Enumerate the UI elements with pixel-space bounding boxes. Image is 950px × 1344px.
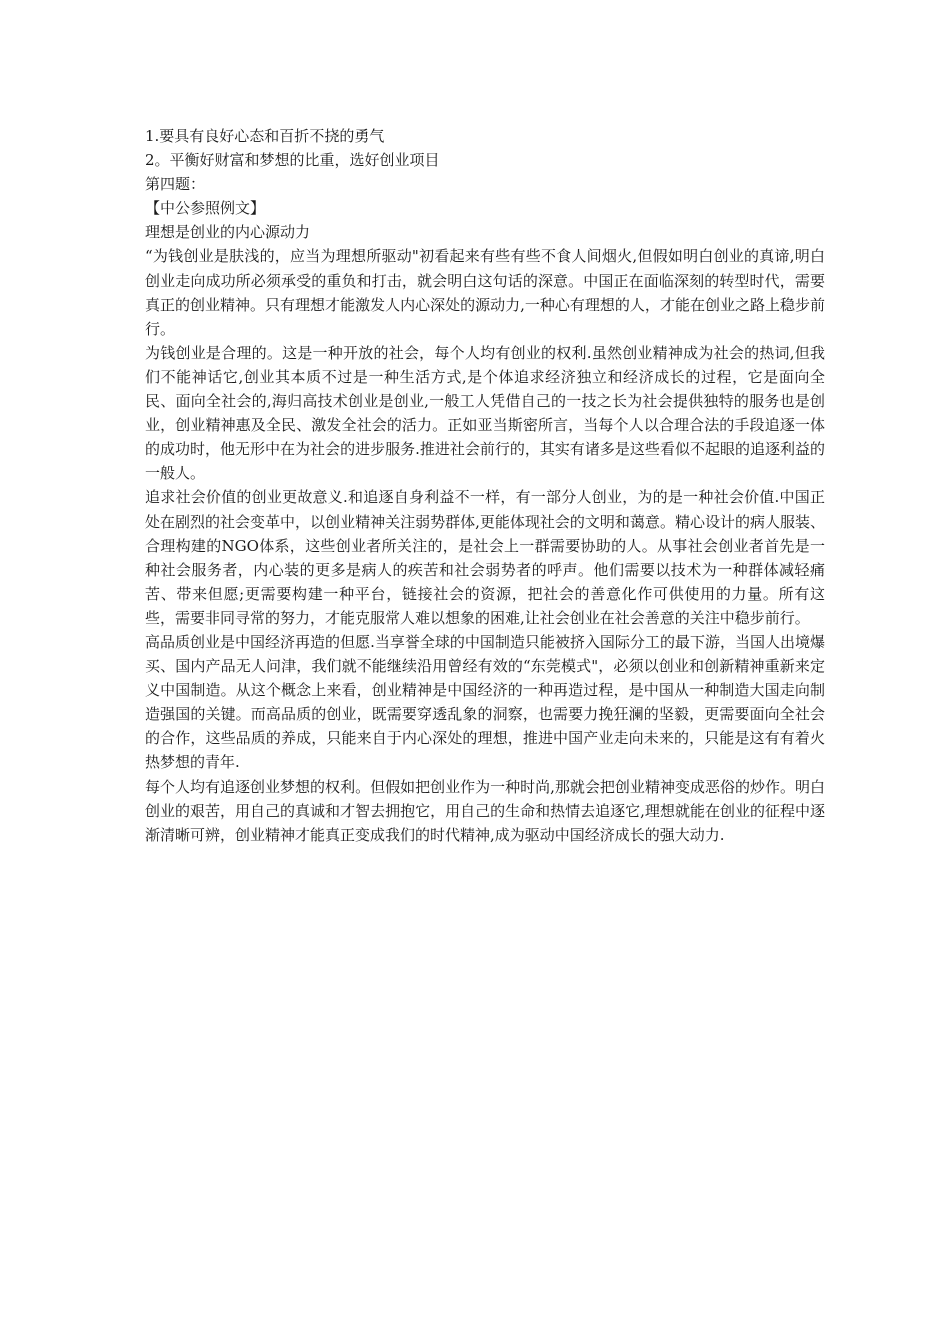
essay-paragraph-4: 高品质创业是中国经济再造的但愿.当享誉全球的中国制造只能被挤入国际分工的最下游，当国人出境爆买、国内产品无人问津，我们就不能继续沿用曾经有效的“东莞模式"，必须以创业和创新精神重新来定义中国制造。从这个概念上来看，创业精神是中国经济的一种再造过程，是中国从一种制造大国走向制造强国的关键。而高品质的创业，既需要穿透乱象的洞察，也需要力挽狂澜的坚毅，更需要面向全社会的合作，这些品质的养成，只能来自于内心深处的理想，推进中国产业走向未来的，只能是这有有着火热梦想的青年. bbox=[145, 632, 825, 772]
essay-paragraph-1: “为钱创业是肤浅的，应当为理想所驱动"初看起来有些有些不食人间烟火,但假如明白创业的真谛,明白创业走向成功所必须承受的重负和打击，就会明白这句话的深意。中国正在面临深刻的转型时代，需要真正的创业精神。只有理想才能激发人内心深处的源动力,一种心有理想的人，才能在创业之路上稳步前行。 bbox=[145, 247, 825, 338]
list-item-1: 1.要具有良好心态和百折不挠的勇气 bbox=[145, 127, 385, 145]
essay-paragraph-3: 追求社会价值的创业更故意义.和追逐自身利益不一样，有一部分人创业，为的是一种社会价值.中国正处在剧烈的社会变革中，以创业精神关注弱势群体,更能体现社会的文明和蔼意。精心设计的病人服装、合理构建的NGO体系，这些创业者所关注的，是社会上一群需要协助的人。从事社会创业者首先是一种社会服务者，内心装的更多是病人的疾苦和社会弱势者的呼声。他们需要以技术为一种群体减轻痛苦、带来但愿;更需要构建一种平台，链接社会的资源，把社会的善意化作可供使用的力量。所有这些，需要非同寻常的努力，才能克服常人难以想象的困难,让社会创业在社会善意的关注中稳步前行。 bbox=[145, 488, 825, 627]
essay-paragraph-5: 每个人均有追逐创业梦想的权利。但假如把创业作为一种时尚,那就会把创业精神变成恶俗的炒作。明白创业的艰苦，用自己的真诚和才智去拥抱它，用自己的生命和热情去追逐它,理想就能在创业的征程中逐渐清晰可辨，创业精神才能真正变成我们的时代精神,成为驱动中国经济成长的强大动力. bbox=[145, 777, 825, 844]
document-body bbox=[145, 124, 825, 847]
question-heading: 第四题： bbox=[145, 175, 206, 194]
essay-paragraph-2: 为钱创业是合理的。这是一种开放的社会，每个人均有创业的权利.虽然创业精神成为社会的热词,但我们不能神话它,创业其本质不过是一种生活方式,是个体追求经济独立和经济成长的过程，它是面向全民、面向全社会的,海归高技术创业是创业,一般工人凭借自己的一技之长为社会提供独特的服务也是创业，创业精神惠及全民、激发全社会的活力。正如亚当斯密所言，当每个人以合理合法的手段追逐一体的成功时，他无形中在为社会的进步服务.推进社会前行的，其实有诸多是这些看似不起眼的追逐利益的一般人。 bbox=[145, 343, 825, 483]
reference-label: 【中公参照例文】 bbox=[145, 199, 266, 218]
list-item-2: 2。平衡好财富和梦想的比重，选好创业项目 bbox=[145, 151, 440, 170]
essay-title: 理想是创业的内心源动力 bbox=[145, 223, 311, 242]
